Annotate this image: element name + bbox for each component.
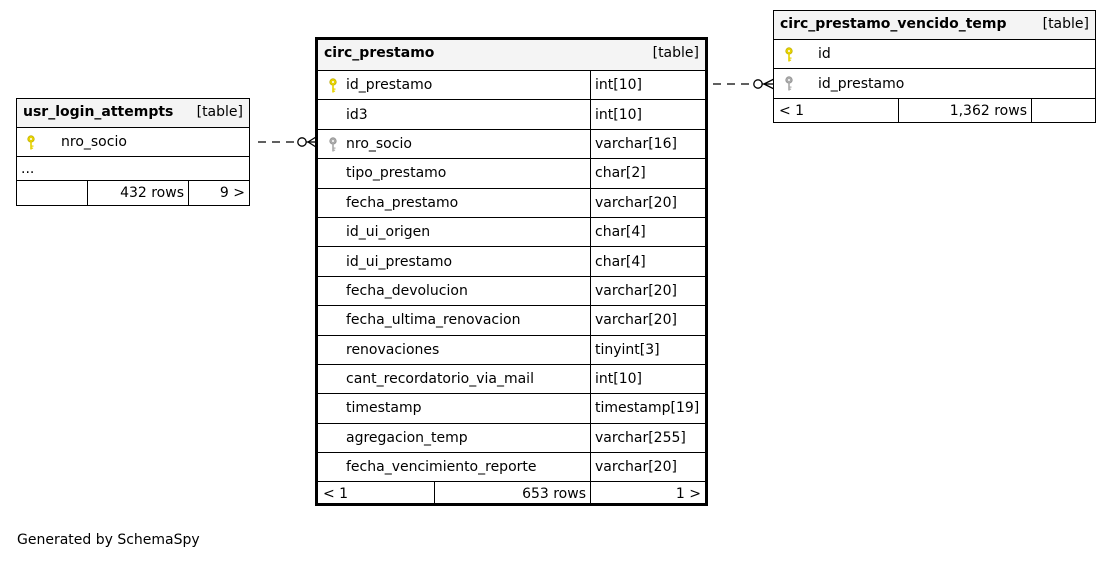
column-type: int[10] (590, 71, 705, 99)
column-row[interactable] (318, 394, 705, 423)
column-row[interactable] (318, 424, 705, 453)
primary-key-icon (328, 78, 338, 94)
column-type: char[2] (590, 159, 705, 187)
child-count: 9 > (188, 181, 249, 205)
column-type: char[4] (590, 218, 705, 246)
column-name: fecha_prestamo (346, 194, 459, 211)
more-columns-ellipsis: ... (17, 157, 249, 181)
edge-circ-prestamo-to-vencido-temp (713, 79, 774, 89)
column-row[interactable] (318, 189, 705, 218)
column-type: varchar[255] (590, 424, 705, 452)
column-row[interactable] (17, 128, 249, 157)
column-row[interactable] (318, 71, 705, 100)
table-circ-prestamo-vencido-temp[interactable] (773, 10, 1096, 123)
column-row[interactable] (774, 69, 1095, 98)
foreign-key-icon (784, 76, 794, 92)
column-row[interactable] (318, 277, 705, 306)
row-count: 653 rows (434, 482, 590, 506)
column-row[interactable] (318, 159, 705, 188)
table-footer (17, 181, 249, 205)
column-name: renovaciones (346, 341, 440, 358)
column-type: varchar[20] (590, 189, 705, 217)
table-kind: [table] (1042, 16, 1089, 32)
column-name: id_ui_prestamo (346, 253, 453, 270)
column-name: fecha_ultima_renovacion (346, 312, 521, 329)
table-circ-prestamo[interactable] (315, 37, 708, 506)
child-count: 1 > (590, 482, 705, 506)
row-count: 432 rows (87, 181, 188, 205)
column-row[interactable] (774, 40, 1095, 69)
parent-count: < 1 (779, 102, 805, 119)
table-name: circ_prestamo_vencido_temp (780, 16, 1007, 32)
edge-usr-login-attempts-to-circ-prestamo (258, 137, 316, 147)
column-type: char[4] (590, 247, 705, 275)
primary-key-icon (26, 135, 36, 151)
generator-credit: Generated by SchemaSpy (17, 532, 200, 548)
column-type: tinyint[3] (590, 336, 705, 364)
table-kind: [table] (196, 104, 243, 120)
foreign-key-icon (328, 137, 338, 153)
column-row[interactable] (318, 306, 705, 335)
table-header (318, 40, 705, 71)
column-name: fecha_vencimiento_reporte (346, 459, 537, 476)
column-row[interactable] (318, 247, 705, 276)
column-type: int[10] (590, 365, 705, 393)
column-row[interactable] (318, 218, 705, 247)
column-name: id_ui_origen (346, 224, 431, 241)
table-footer (318, 482, 705, 506)
column-name: cant_recordatorio_via_mail (346, 371, 534, 388)
column-row[interactable] (318, 453, 705, 482)
table-name: usr_login_attempts (23, 104, 174, 120)
column-type: varchar[20] (590, 277, 705, 305)
column-type: varchar[20] (590, 453, 705, 481)
table-kind: [table] (652, 45, 699, 61)
column-name: id (818, 46, 831, 63)
column-name: id_prestamo (818, 75, 905, 92)
column-row[interactable] (318, 365, 705, 394)
column-row[interactable] (318, 130, 705, 159)
column-type: timestamp[19] (590, 394, 705, 422)
column-name: id_prestamo (346, 77, 433, 94)
table-footer (774, 99, 1095, 123)
column-name: agregacion_temp (346, 429, 468, 446)
column-row[interactable] (318, 336, 705, 365)
column-name: tipo_prestamo (346, 165, 447, 182)
parent-count (17, 181, 87, 205)
column-name: nro_socio (346, 135, 412, 152)
table-header (17, 99, 249, 128)
column-type: varchar[16] (590, 130, 705, 158)
table-usr-login-attempts[interactable] (16, 98, 250, 206)
column-name: nro_socio (61, 134, 127, 151)
column-type: int[10] (590, 100, 705, 128)
row-count: 1,362 rows (898, 99, 1031, 123)
primary-key-icon (784, 47, 794, 63)
column-name: fecha_devolucion (346, 282, 468, 299)
table-header (774, 11, 1095, 40)
parent-count: < 1 (323, 486, 349, 503)
column-type: varchar[20] (590, 306, 705, 334)
table-name: circ_prestamo (324, 45, 435, 61)
column-name: id3 (346, 106, 368, 123)
column-name: timestamp (346, 400, 422, 417)
column-row[interactable] (318, 100, 705, 129)
child-count (1031, 99, 1095, 123)
